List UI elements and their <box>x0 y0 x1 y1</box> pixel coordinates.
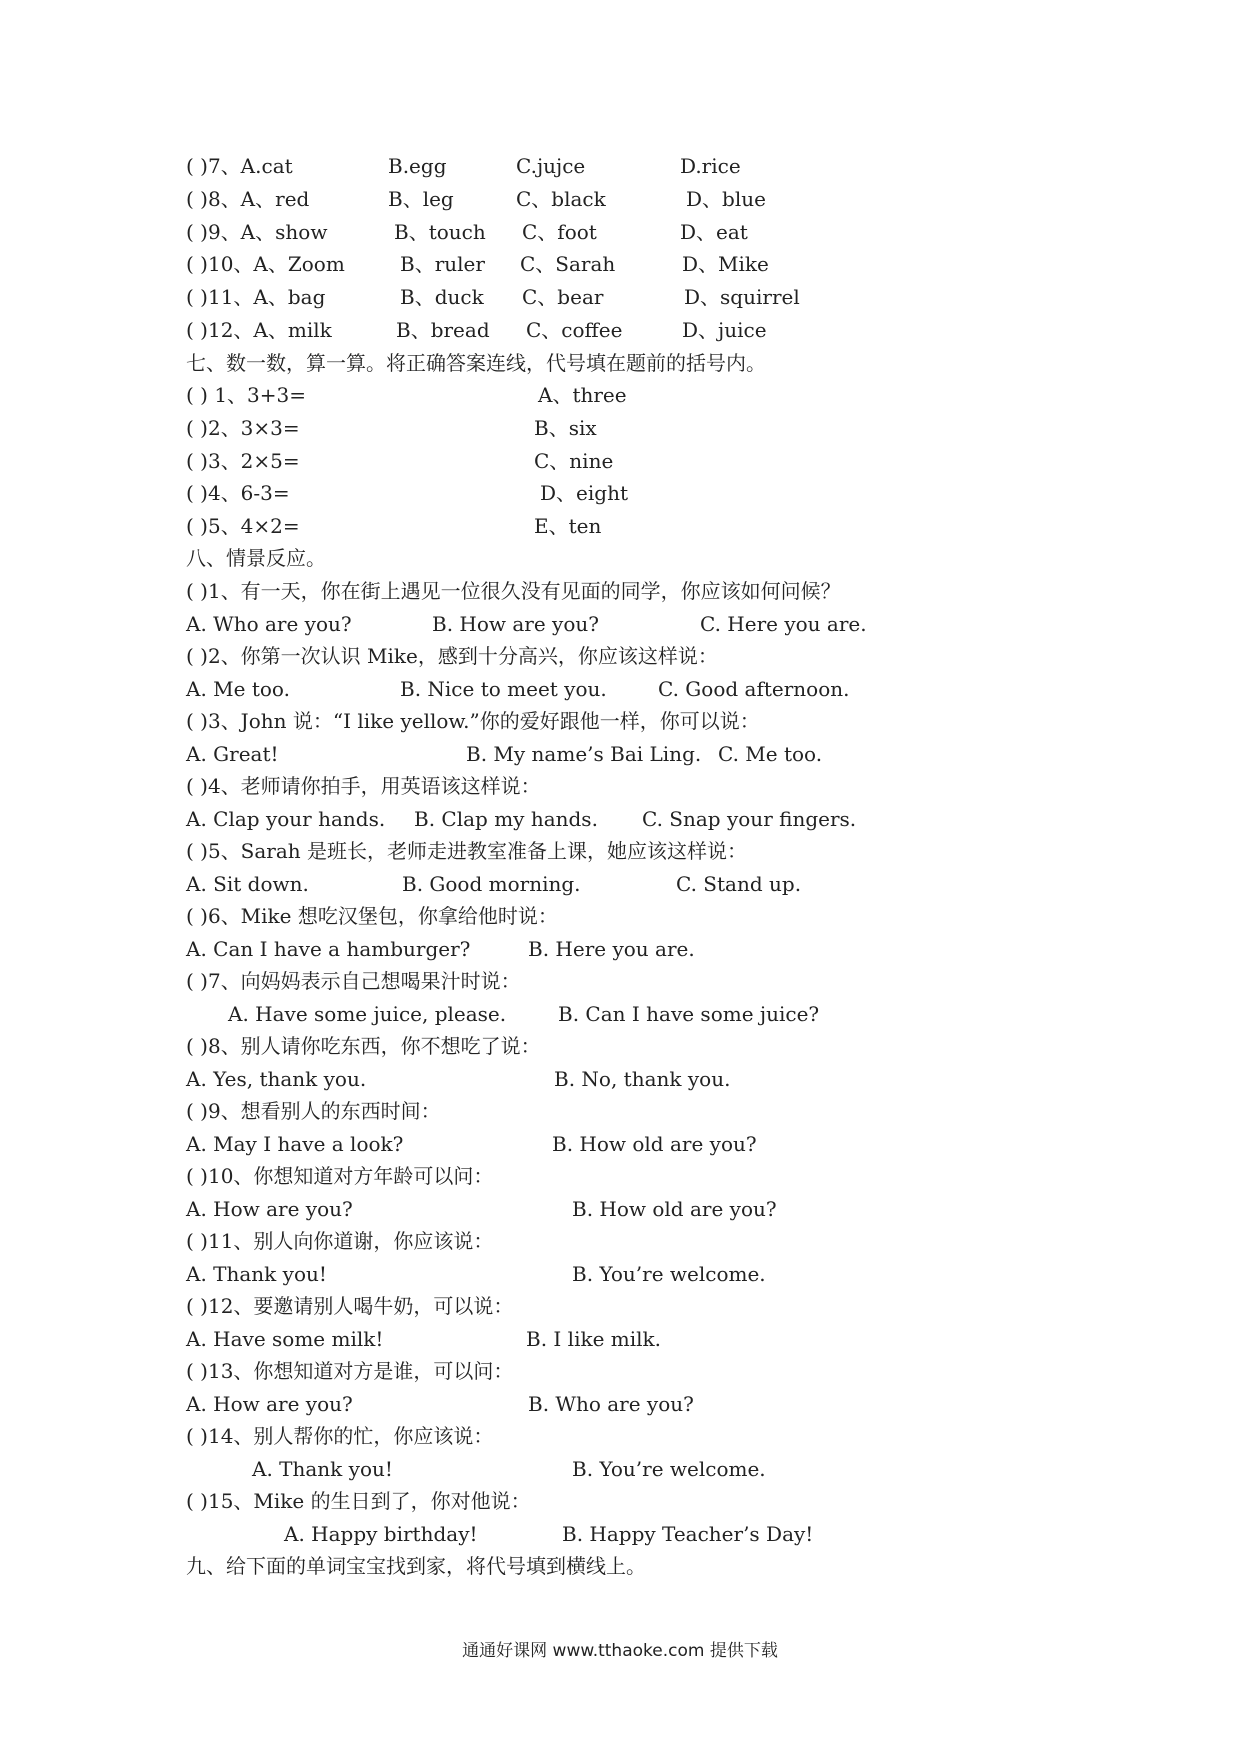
option-a: A. Who are you? <box>186 612 352 636</box>
question-stem: ( )8、A、red <box>186 187 310 211</box>
situation-question: ( )14、别人帮你的忙，你应该说： <box>186 1424 494 1448</box>
situation-question: ( )5、Sarah 是班长，老师走进教室准备上课，她应该这样说： <box>186 839 748 863</box>
match-row <box>186 479 886 507</box>
option-b: B. Happy Teacher’s Day! <box>562 1522 814 1546</box>
situation-question: ( )3、John 说：“I like yellow.”你的爱好跟他一样，你可以说： <box>186 709 760 733</box>
option-b: B、bread <box>396 318 490 342</box>
question-stem: ( )12、A、milk <box>186 318 332 342</box>
option-b: B、ruler <box>400 252 485 276</box>
option-b: B. Here you are. <box>528 937 695 961</box>
option-a: A. Clap your hands. <box>186 807 386 831</box>
match-row <box>186 512 886 540</box>
match-row <box>186 447 886 475</box>
answer-options <box>186 675 1086 703</box>
option-c: C、coffee <box>526 318 623 342</box>
answer-options <box>186 1520 1086 1548</box>
option-c: C、bear <box>522 285 604 309</box>
match-question: ( )5、4×2= <box>186 514 300 538</box>
answer-options <box>186 610 1086 638</box>
option-c: C. Stand up. <box>676 872 802 896</box>
situation-question: ( )11、别人向你道谢，你应该说： <box>186 1229 494 1253</box>
option-a: A. Have some juice, please. <box>228 1002 507 1026</box>
section-heading: 七、数一数，算一算。将正确答案连线，代号填在题前的括号内。 <box>186 351 766 375</box>
answer-options <box>186 870 1086 898</box>
situation-question: ( )2、你第一次认识 Mike，感到十分高兴，你应该这样说： <box>186 644 718 668</box>
option-a: A. How are you? <box>186 1392 353 1416</box>
option-a: A. Sit down. <box>186 872 309 896</box>
option-b: B、leg <box>388 187 454 211</box>
option-a: A. Thank you! <box>186 1262 327 1286</box>
answer-options <box>186 740 1086 768</box>
match-answer: E、ten <box>534 514 602 538</box>
answer-options <box>186 1455 1086 1483</box>
situation-question: ( )4、老师请你拍手，用英语该这样说： <box>186 774 541 798</box>
question-row <box>186 152 1086 180</box>
page-footer: 通通好课网 www.tthaoke.com 提供下载 <box>462 1641 778 1661</box>
option-a: A. Happy birthday! <box>284 1522 478 1546</box>
option-b: B. My name’s Bai Ling. <box>466 742 702 766</box>
option-b: B. How old are you? <box>572 1197 777 1221</box>
question-stem: ( )11、A、bag <box>186 285 326 309</box>
option-b: B. How are you? <box>432 612 599 636</box>
option-b: B. Nice to meet you. <box>400 677 607 701</box>
question-stem: ( )10、A、Zoom <box>186 252 345 276</box>
answer-options <box>186 1130 1086 1158</box>
answer-options <box>186 1065 1086 1093</box>
option-c: C、Sarah <box>520 252 616 276</box>
option-d: D.rice <box>680 154 741 178</box>
option-a: A. Have some milk! <box>186 1327 384 1351</box>
question-row <box>186 316 1086 344</box>
option-c: C.jujce <box>516 154 586 178</box>
situation-question: ( )9、想看别人的东西时间： <box>186 1099 441 1123</box>
match-row <box>186 414 886 442</box>
option-a: A. Me too. <box>186 677 290 701</box>
option-b: B. Can I have some juice? <box>558 1002 820 1026</box>
option-b: B. No, thank you. <box>554 1067 731 1091</box>
situation-question: ( )7、向妈妈表示自己想喝果汁时说： <box>186 969 521 993</box>
option-d: D、blue <box>686 187 766 211</box>
option-c: C. Good afternoon. <box>658 677 850 701</box>
match-answer: B、six <box>534 416 597 440</box>
option-a: A. How are you? <box>186 1197 353 1221</box>
option-d: D、juice <box>682 318 767 342</box>
match-question: ( )4、6-3= <box>186 481 290 505</box>
option-c: C. Me too. <box>718 742 823 766</box>
match-question: ( )2、3×3= <box>186 416 300 440</box>
match-answer: A、three <box>538 383 627 407</box>
match-question: ( )3、2×5= <box>186 449 300 473</box>
question-stem: ( )7、A.cat <box>186 154 293 178</box>
section-heading: 八、情景反应。 <box>186 546 326 570</box>
situation-question: ( )12、要邀请别人喝牛奶，可以说： <box>186 1294 514 1318</box>
option-b: B. How old are you? <box>552 1132 757 1156</box>
question-row <box>186 218 1086 246</box>
answer-options <box>186 805 1086 833</box>
option-b: B. I like milk. <box>526 1327 662 1351</box>
match-row <box>186 381 886 409</box>
option-b: B、duck <box>400 285 484 309</box>
option-a: A. Thank you! <box>252 1457 393 1481</box>
option-d: D、squirrel <box>684 285 800 309</box>
option-c: C. Snap your fingers. <box>642 807 857 831</box>
option-b: B、touch <box>394 220 486 244</box>
option-c: C、black <box>516 187 606 211</box>
option-b: B. You’re welcome. <box>572 1262 766 1286</box>
answer-options <box>186 1195 1086 1223</box>
answer-options <box>186 1325 1086 1353</box>
option-a: A. Great! <box>186 742 279 766</box>
match-answer: C、nine <box>534 449 614 473</box>
answer-options <box>186 935 1086 963</box>
situation-question: ( )10、你想知道对方年龄可以问： <box>186 1164 494 1188</box>
option-a: A. Yes, thank you. <box>186 1067 367 1091</box>
match-answer: D、eight <box>540 481 628 505</box>
option-a: A. May I have a look? <box>186 1132 404 1156</box>
option-c: C. Here you are. <box>700 612 867 636</box>
option-b: B. You’re welcome. <box>572 1457 766 1481</box>
question-row <box>186 185 1086 213</box>
situation-question: ( )15、Mike 的生日到了，你对他说： <box>186 1489 531 1513</box>
answer-options <box>186 1000 1086 1028</box>
situation-question: ( )8、别人请你吃东西，你不想吃了说： <box>186 1034 541 1058</box>
option-d: D、Mike <box>682 252 769 276</box>
option-b: B. Who are you? <box>528 1392 694 1416</box>
option-b: B. Clap my hands. <box>414 807 598 831</box>
section-9-heading: 九、给下面的单词宝宝找到家，将代号填到横线上。 <box>186 1554 646 1578</box>
option-b: B. Good morning. <box>402 872 581 896</box>
option-c: C、foot <box>522 220 597 244</box>
option-d: D、eat <box>680 220 748 244</box>
option-a: A. Can I have a hamburger? <box>186 937 471 961</box>
match-question: ( ) 1、3+3= <box>186 383 307 407</box>
answer-options <box>186 1260 1086 1288</box>
answer-options <box>186 1390 1086 1418</box>
question-stem: ( )9、A、show <box>186 220 328 244</box>
question-row <box>186 250 1086 278</box>
situation-question: ( )1、有一天，你在街上遇见一位很久没有见面的同学，你应该如何问候？ <box>186 579 841 603</box>
question-row <box>186 283 1086 311</box>
situation-question: ( )6、Mike 想吃汉堡包，你拿给他时说： <box>186 904 558 928</box>
situation-question: ( )13、你想知道对方是谁，可以问： <box>186 1359 514 1383</box>
option-b: B.egg <box>388 154 447 178</box>
